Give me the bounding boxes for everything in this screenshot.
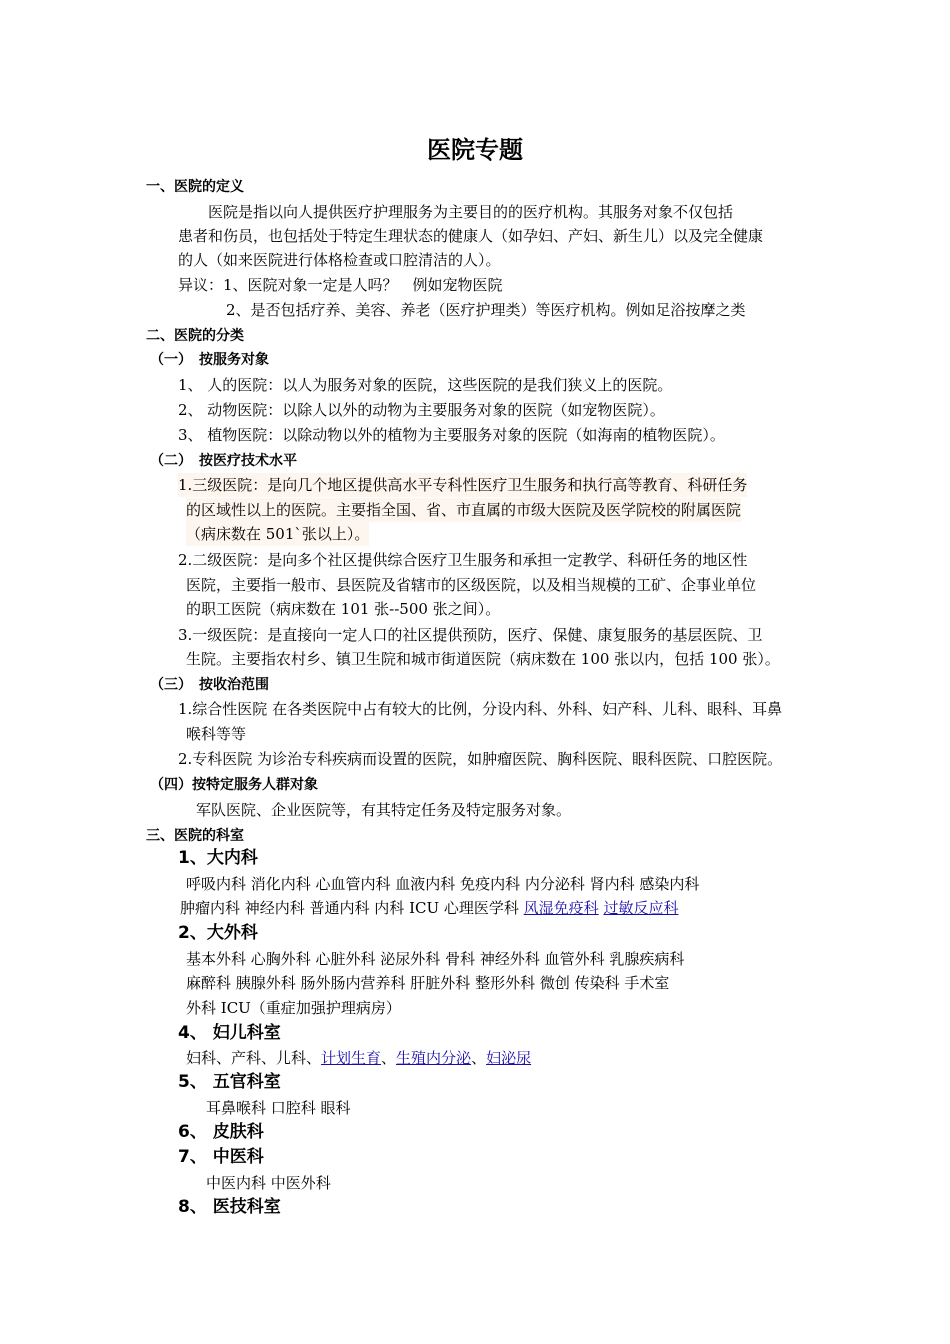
dept-heading-obgyn-pediatrics: 4、 妇儿科室 bbox=[178, 1023, 281, 1043]
tech-level-line: 1.三级医院：是向几个地区提供高水平专科性医疗卫生服务和执行高等教育、科研任务 bbox=[178, 473, 747, 497]
list-item: 3、 植物医院：以除动物以外的植物为主要服务对象的医院（如海南的植物医院）。 bbox=[178, 426, 725, 444]
subsection-heading-tech-level: （二） 按医疗技术水平 bbox=[150, 453, 297, 469]
dept-list-line bbox=[180, 896, 678, 920]
dept-heading-tcm: 7、 中医科 bbox=[178, 1147, 264, 1167]
link-urogynecology[interactable]: 妇泌尿 bbox=[486, 1049, 532, 1067]
dept-list-line: 基本外科 心胸外科 心脏外科 泌尿外科 骨科 神经外科 血管外科 乳腺疾病科 bbox=[186, 950, 685, 968]
dept-list-line: 呼吸内科 消化内科 心血管内科 血液内科 免疫内科 内分泌科 肾内科 感染内科 bbox=[186, 875, 700, 893]
subsection-heading-scope: （三） 按收治范围 bbox=[150, 677, 269, 693]
section-heading-departments: 三、医院的科室 bbox=[146, 828, 244, 844]
tech-level-line: 医院，主要指一般市、县医院及省辖市的区级医院，以及相当规模的工矿、企事业单位 bbox=[186, 576, 757, 594]
page-title: 医院专题 bbox=[427, 135, 523, 164]
dept-list-line: 麻醉科 胰腺外科 肠外肠内营养科 肝脏外科 整形外科 微创 传染科 手术室 bbox=[186, 974, 670, 992]
dept-list-line: 外科 ICU（重症加强护理病房） bbox=[186, 999, 401, 1017]
list-item: 2、 动物医院：以除人以外的动物为主要服务对象的医院（如宠物医院）。 bbox=[178, 401, 665, 419]
link-reproductive-endocrinology[interactable]: 生殖内分泌 bbox=[396, 1049, 472, 1067]
section-heading-definition: 一、医院的定义 bbox=[146, 179, 244, 195]
dept-heading-surgery: 2、大外科 bbox=[178, 923, 258, 943]
tech-level-line: 生院。主要指农村乡、镇卫生院和城市街道医院（病床数在 100 张以内，包括 100 张）。 bbox=[186, 650, 780, 668]
definition-line-2: 患者和伤员，也包括处于特定生理状态的健康人（如孕妇、产妇、新生儿）以及完全健康 bbox=[178, 227, 764, 245]
separator: 、 bbox=[471, 1049, 487, 1067]
dept-heading-ent: 5、 五官科室 bbox=[178, 1072, 281, 1092]
dept-list-line: 耳鼻喉科 口腔科 眼科 bbox=[206, 1099, 351, 1117]
tech-level-line: 2.二级医院：是向多个社区提供综合医疗卫生服务和承担一定教学、科研任务的地区性 bbox=[178, 551, 748, 569]
subsection-heading-special-group: （四）按特定服务人群对象 bbox=[150, 777, 318, 793]
objection-line-2: 2、是否包括疗养、美容、养老（医疗护理类）等医疗机构。例如足浴按摩之类 bbox=[226, 301, 746, 319]
section-heading-classification: 二、医院的分类 bbox=[146, 328, 244, 344]
list-item: 1、 人的医院：以人为服务对象的医院，这些医院的是我们狭义上的医院。 bbox=[178, 376, 673, 394]
scope-line: 喉科等等 bbox=[186, 725, 247, 743]
dept-list-line bbox=[186, 1046, 531, 1070]
definition-line-1: 医院是指以向人提供医疗护理服务为主要目的的医疗机构。其服务对象不仅包括 bbox=[208, 203, 734, 221]
subsection-heading-service-object: （一） 按服务对象 bbox=[150, 352, 269, 368]
special-group-text: 军队医院、企业医院等，有其特定任务及特定服务对象。 bbox=[196, 801, 572, 819]
tech-level-line: 的区域性以上的医院。主要指全国、省、市直属的市级大医院及医学院校的附属医院 bbox=[186, 498, 741, 522]
scope-line: 1.综合性医院 在各类医院中占有较大的比例，分设内科、外科、妇产科、儿科、眼科、耳鼻 bbox=[178, 700, 783, 718]
dept-list-line: 中医内科 中医外科 bbox=[206, 1174, 331, 1192]
separator: 、 bbox=[381, 1049, 397, 1067]
link-rheumatology[interactable]: 风湿免疫科 bbox=[523, 899, 599, 917]
scope-line: 2.专科医院 为诊治专科疾病而设置的医院，如肿瘤医院、胸科医院、眼科医院、口腔医院。 bbox=[178, 750, 783, 768]
dept-list-text: 妇科、产科、儿科、 bbox=[186, 1049, 322, 1067]
dept-list-text: 肿瘤内科 神经内科 普通内科 内科 ICU 心理医学科 bbox=[180, 899, 524, 917]
tech-level-line: 3.一级医院：是直接向一定人口的社区提供预防，医疗、保健、康复服务的基层医院、卫 bbox=[178, 626, 763, 644]
objection-line-1: 异议：1、医院对象一定是人吗？ 例如宠物医院 bbox=[178, 276, 503, 294]
dept-heading-medical-technology: 8、 医技科室 bbox=[178, 1197, 281, 1217]
tech-level-line: （病床数在 501`张以上）。 bbox=[186, 522, 369, 546]
link-allergy[interactable]: 过敏反应科 bbox=[603, 899, 679, 917]
dept-heading-dermatology: 6、 皮肤科 bbox=[178, 1122, 264, 1142]
dept-heading-internal-medicine: 1、大内科 bbox=[178, 848, 258, 868]
definition-line-3: 的人（如来医院进行体格检查或口腔清洁的人）。 bbox=[178, 251, 501, 269]
link-family-planning[interactable]: 计划生育 bbox=[321, 1049, 382, 1067]
tech-level-line: 的职工医院（病床数在 101 张--500 张之间）。 bbox=[186, 600, 501, 618]
